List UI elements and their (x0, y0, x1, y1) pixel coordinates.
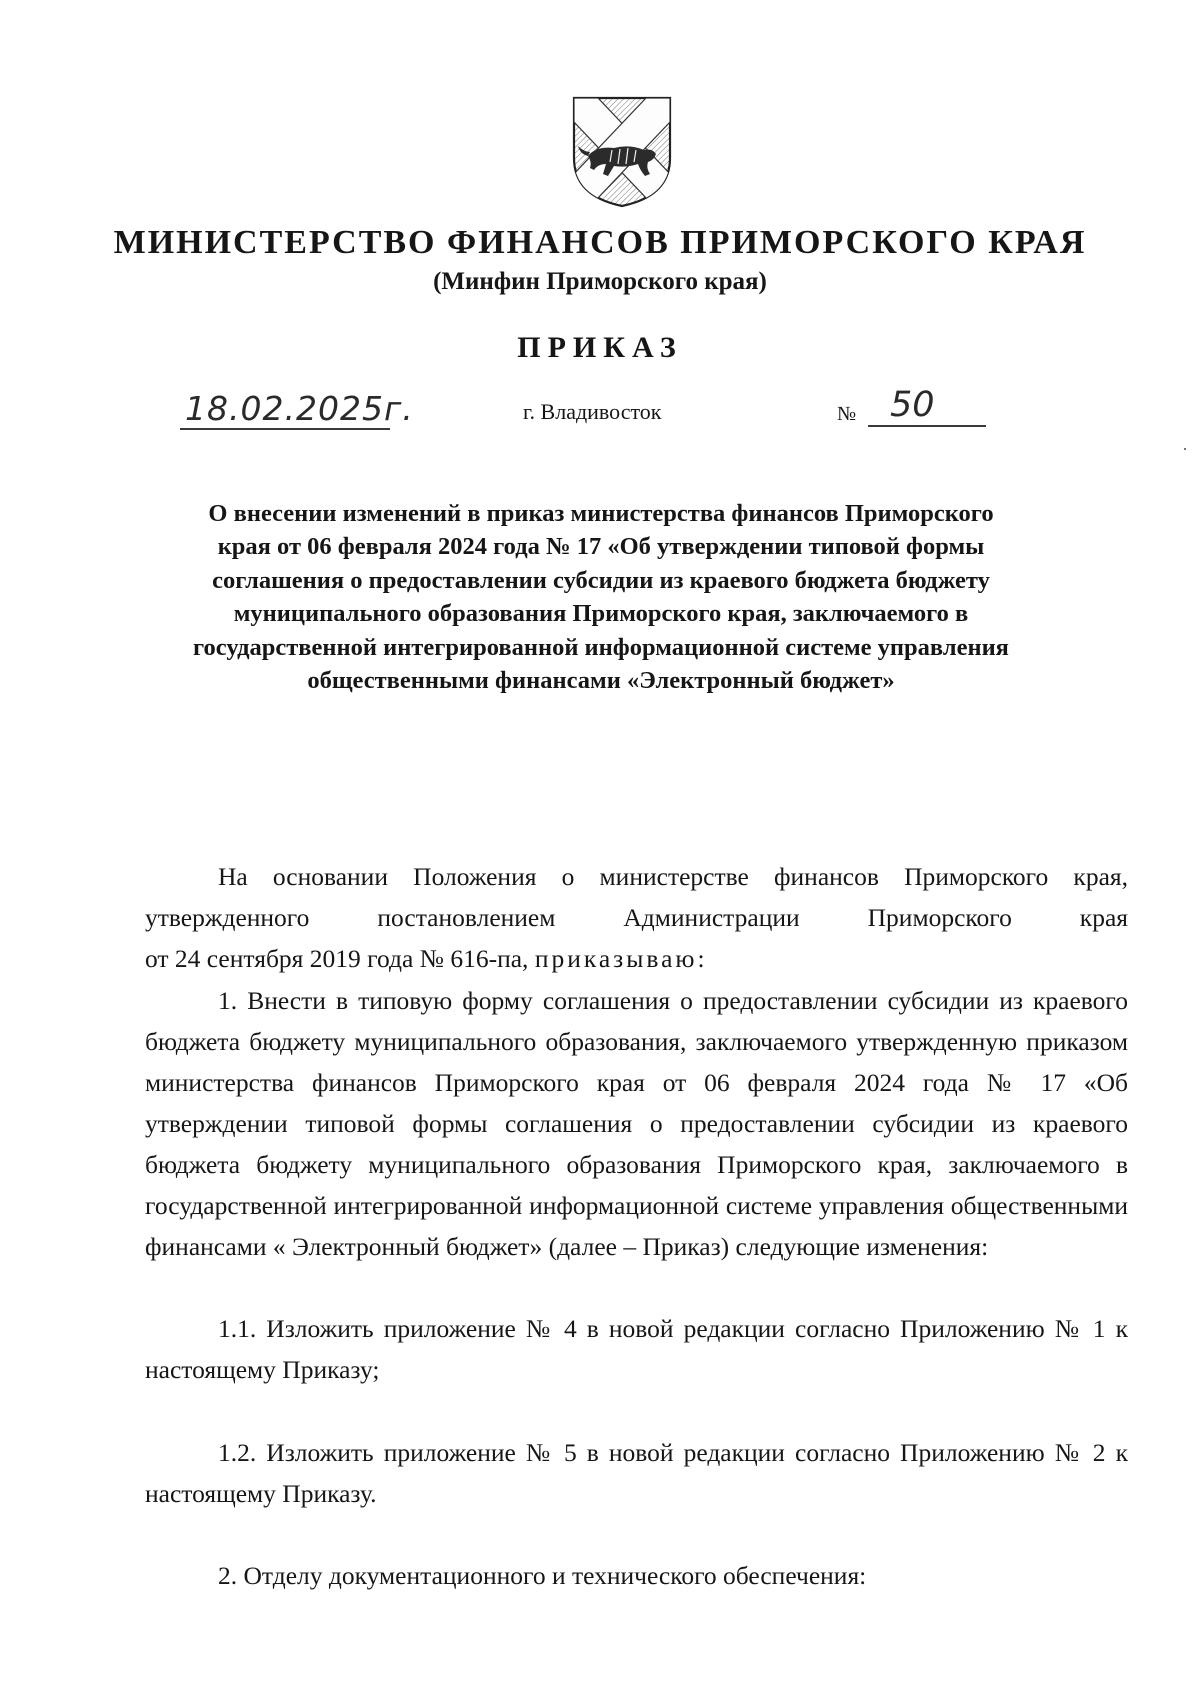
item-1-2-text: 1.2. Изложить приложение № 5 в новой редакции согласно Приложению № 2 к настоящему Приказу. (145, 1438, 1128, 1508)
number-label: № (837, 403, 857, 425)
intro-paragraph (145, 856, 1128, 979)
coat-of-arms-icon (568, 92, 676, 210)
number-underline (868, 425, 986, 427)
handwritten-date: 18.02.2025г. (185, 389, 414, 428)
document-type: ПРИКАЗ (517, 331, 683, 364)
intro-line-2: утвержденного постановлением Администрации Приморского края (145, 903, 1128, 932)
handwritten-number: 50 (890, 385, 935, 425)
intro-line-3-text: от 24 сентября 2019 года № 616-па, (145, 944, 535, 973)
item-2-paragraph (145, 1555, 1128, 1596)
item-1-1-text: 1.1. Изложить приложение № 4 в новой редакции согласно Приложению № 1 к настоящему Приказу; (145, 1314, 1128, 1384)
order-word: приказываю: (534, 944, 708, 973)
item-1-paragraph (145, 980, 1128, 1267)
item-2-text: 2. Отделу документационного и технического обеспечения: (218, 1561, 867, 1590)
item-1-2-paragraph (145, 1432, 1128, 1514)
item-1-text: 1. Внести в типовую форму соглашения о предоставлении субсидии из краевого бюджета бюджету муниципального образования, заключаемого утвержденную приказом министерства финансов Приморского края от 06 февраля 2024 года № 17 «Об утверждении типовой формы соглашения о предоставлении субсидии из краевого бюджета бюджету муниципального образования Приморского края, заключаемого в государственной интегрированной информационной системе управления общественными финансами « Электронный бюджет» (далее – Приказ) следующие изменения: (145, 986, 1128, 1261)
item-1-1-paragraph (145, 1308, 1128, 1390)
intro-line-3 (145, 938, 1128, 979)
scan-speck (1184, 448, 1186, 450)
date-underline (180, 428, 390, 430)
ministry-short-name: (Минфин Приморского края) (433, 268, 767, 295)
city-label: г. Владивосток (523, 399, 662, 424)
intro-line-1: На основании Положения о министерстве финансов Приморского края, (218, 862, 1128, 891)
ministry-name: МИНИСТЕРСТВО ФИНАНСОВ ПРИМОРСКОГО КРАЯ (113, 224, 1087, 261)
document-subject: О внесении изменений в приказ министерства финансов Приморского края от 06 февраля 2024 года № 17 «Об утверждении типовой формы соглашения о предоставлении субсидии из краевого бюджета бюджету муниципального образования Приморского края, заключаемого в государственной интегрированной информационной системе управления общественными финансами «Электронный бюджет» (193, 500, 1009, 695)
